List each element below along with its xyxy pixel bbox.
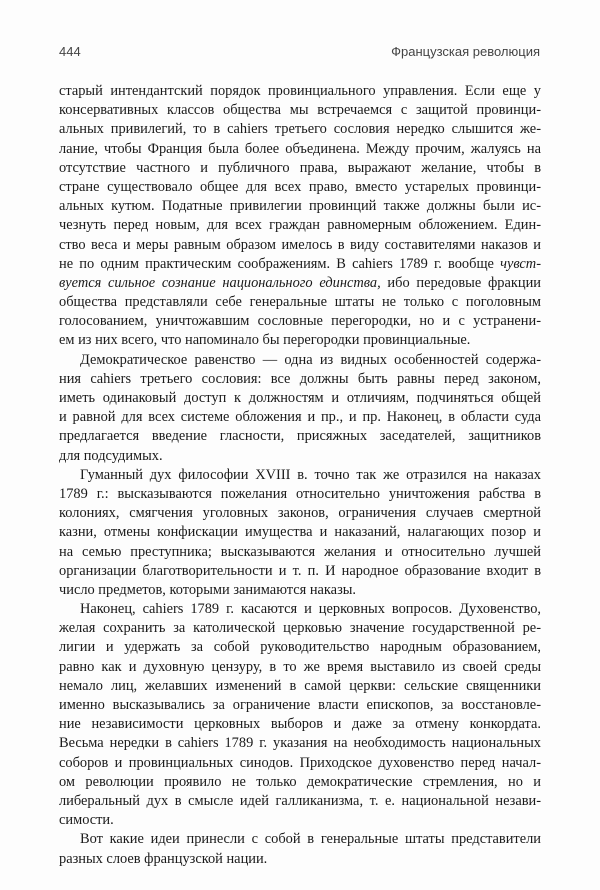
text-line: равно как и духовную цензуру, в то же время выставило из своей среды [59, 658, 541, 675]
text-line: и равной для всех системе обложения и пр., и пр. Наконец, в области суда [59, 409, 541, 426]
text-line: желая сохранить за католической церковью значение государственной ре- [59, 620, 541, 637]
paragraph-start-line: Вот какие идеи принесли с собой в генеральные штаты представители [80, 831, 541, 848]
text-line: стране существовало общее для всех право, вместо устарелых провинци- [59, 178, 541, 195]
text-line: голосованием, уничтожавшим сословные перегородки, но и с устранени- [59, 313, 541, 330]
text-line: иметь одинаковый доступ к должностям и отличиям, подчиняться общей [59, 390, 541, 406]
page-number: 444 [59, 44, 81, 59]
emphasis-text: чувст- [500, 255, 541, 272]
emphasis-text: вуется сильное сознание национального единства, [59, 274, 381, 291]
text-line: лигии и удержать за собой руководительство народным образованием, [59, 639, 541, 656]
text-line: 1789 г.: высказываются пожелания относительно уничтожения рабства в [59, 485, 541, 502]
paragraph-start-line: Гуманный дух философии XVIII в. точно так же отразился на наказах [80, 466, 541, 483]
text-line: ство веса и меры равным образом имелось в виду составителями наказов и [59, 236, 541, 253]
paragraph-start-line: Наконец, cahiers 1789 г. касаются и церковных вопросов. Духовенство, [80, 601, 541, 618]
text-line: лание, чтобы Франция была более объединена. Между прочим, жалуясь на [59, 140, 541, 157]
text-line: разных слоев французской нации. [59, 850, 268, 867]
text-line: либеральный дух в смысле идей галликанизма, т. е. национальной незави- [59, 792, 541, 809]
text-line: немало лиц, желавших изменений в самой церкви: сельские священники [59, 677, 541, 694]
text-line: число предметов, которыми занимаются наказы. [59, 581, 357, 598]
text-line: консервативных классов общества мы встречаемся с защитой провинци- [59, 102, 541, 119]
text-line: именно высказывались за ограничение власти епископов, за восстановле- [59, 697, 541, 713]
text-line: колониях, смягчения уголовных законов, ограничения случаев смертной [59, 505, 541, 522]
text-line: Весьма нередки в cahiers 1789 г. указания на необходимость национальных [59, 735, 541, 752]
body-text [59, 82, 541, 869]
text-line: ем из них всего, что напоминало бы перегородки провинциальные. [59, 332, 471, 349]
running-title: Французская революция [391, 44, 540, 59]
text-line: организации благотворительности и т. п. И народное образование входит в [59, 562, 541, 579]
paragraph-start-line: Демократическое равенство — одна из видных особенностей содержа- [80, 351, 541, 368]
text-line: отсутствие частного и публичного права, выражают желание, чтобы в [59, 159, 541, 176]
text-line: для подсудимых. [59, 447, 163, 464]
text-line: не по одним практическим соображениям. В cahiers 1789 г. вообще чувст- [59, 255, 541, 272]
text-line: симости. [59, 812, 114, 829]
text-line: ние независимости церковных выборов и даже за отмену конкордата. [59, 716, 541, 733]
text-line: общества представляли себе генеральные штаты не только с поголовным [59, 294, 541, 311]
text-line: на семью преступника; высказываются желания и относительно лучшей [59, 543, 541, 560]
text-line: чезнуть перед новым, для всех граждан равномерным обложением. Един- [59, 217, 541, 234]
text-line: альных привилегий, то в cahiers третьего сословия нередко слышится же- [59, 121, 541, 138]
text-line: вуется сильное сознание национального единства, ибо передовые фракции [59, 274, 541, 291]
text-line: альных кутюм. Податные привилегии провинций также должны были ис- [59, 198, 541, 215]
text-line: старый интендантский порядок провинциального управления. Если еще у [59, 83, 541, 99]
page-header [59, 44, 540, 64]
text-line: предлагается введение гласности, присяжных заседателей, защитников [59, 428, 541, 445]
text-line: ом революции проявило не только демократические стремления, но и [59, 773, 541, 790]
text-line: ния cahiers третьего сословия: все должны быть равны перед законом, [59, 370, 541, 387]
text-line: казни, отмены конфискации имущества и наказаний, налагающих позор и [59, 524, 541, 541]
text-line: соборов и провинциальных синодов. Приходское духовенство перед начал- [59, 754, 541, 771]
